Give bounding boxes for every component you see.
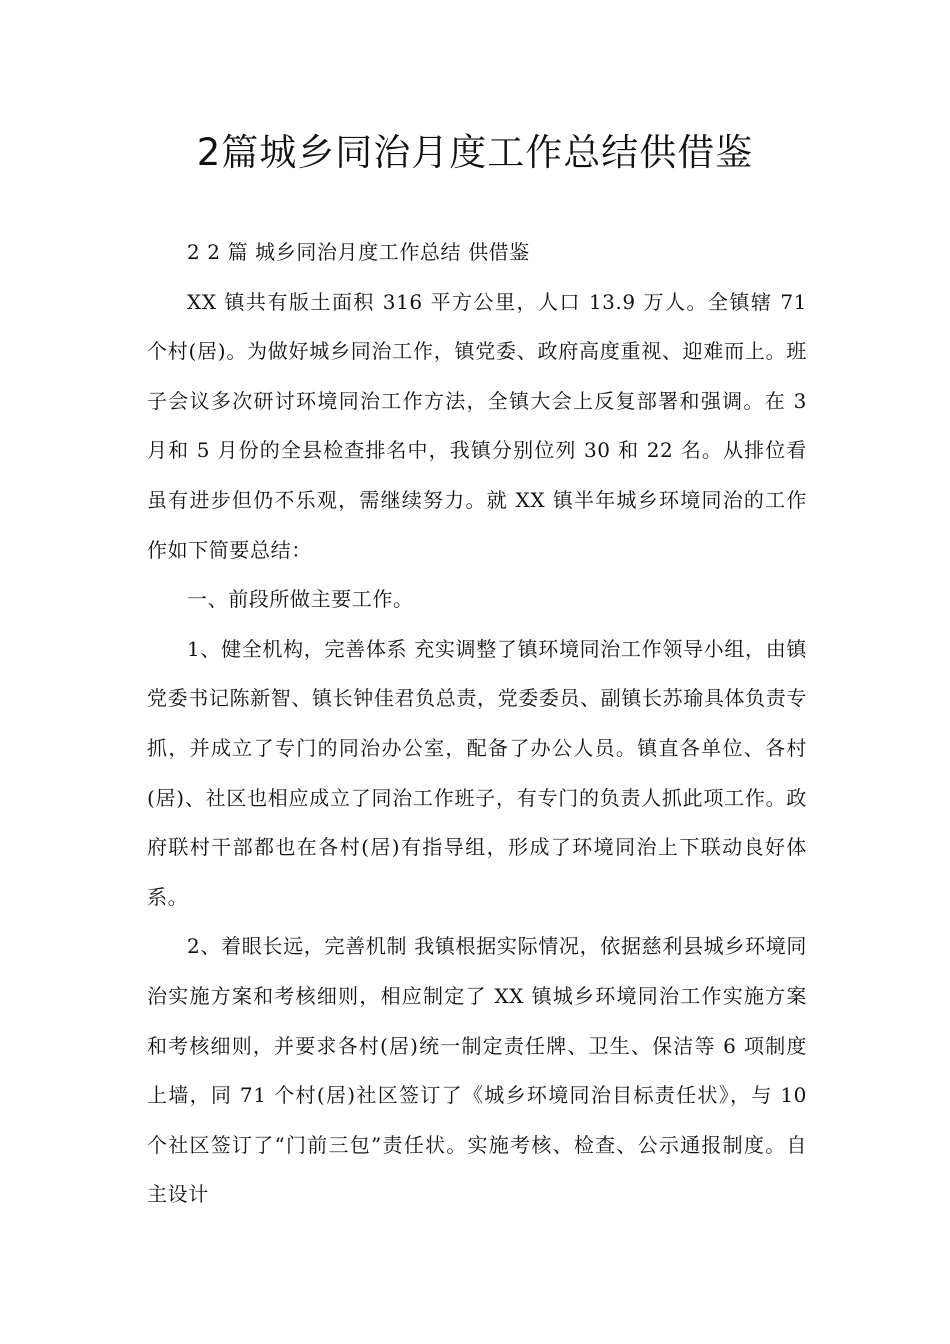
intro-paragraph: XX 镇共有版土面积 316 平方公里，人口 13.9 万人。全镇辖 71 个村(居)。为做好城乡同治工作，镇党委、政府高度重视、迎难而上。班子会议多次研讨环境同治工作方法，全镇大会上反复部署和强调。在 3 月和 5 月份的全县检查排名中，我镇分别位列 30 和 22 名。从排位看虽有进步但仍不乐观，需继续努力。就 XX 镇半年城乡环境同治的工作作如下简要总结：	[147, 289, 807, 562]
subtitle-paragraph: 2 2 篇 城乡同治月度工作总结 供借鉴	[187, 240, 530, 264]
work-item-2-paragraph: 2、着眼长远，完善机制 我镇根据实际情况，依据慈利县城乡环境同治实施方案和考核细则，相应制定了 XX 镇城乡环境同治工作实施方案和考核细则，并要求各村(居)统一制定责任牌、卫生、保洁等 6 项制度上墙，同 71 个村(居)社区签订了《城乡环境同治目标责任状》，与 10 个社区签订了“门前三包”责任状。实施考核、检查、公示通报制度。自主设计	[147, 934, 807, 1207]
section-heading-1: 一、前段所做主要工作。	[187, 587, 414, 612]
document-title: 2篇城乡同治月度工作总结供借鉴	[196, 131, 754, 174]
work-item-1-paragraph: 1、健全机构，完善体系 充实调整了镇环境同治工作领导小组，由镇党委书记陈新智、镇长钟佳君负总责，党委委员、副镇长苏瑜具体负责专抓，并成立了专门的同治办公室，配备了办公人员。镇直各单位、各村(居)、社区也相应成立了同治工作班子，有专门的负责人抓此项工作。政府联村干部都也在各村(居)有指导组，形成了环境同治上下联动良好体系。	[147, 636, 807, 909]
document-body	[147, 228, 807, 1220]
